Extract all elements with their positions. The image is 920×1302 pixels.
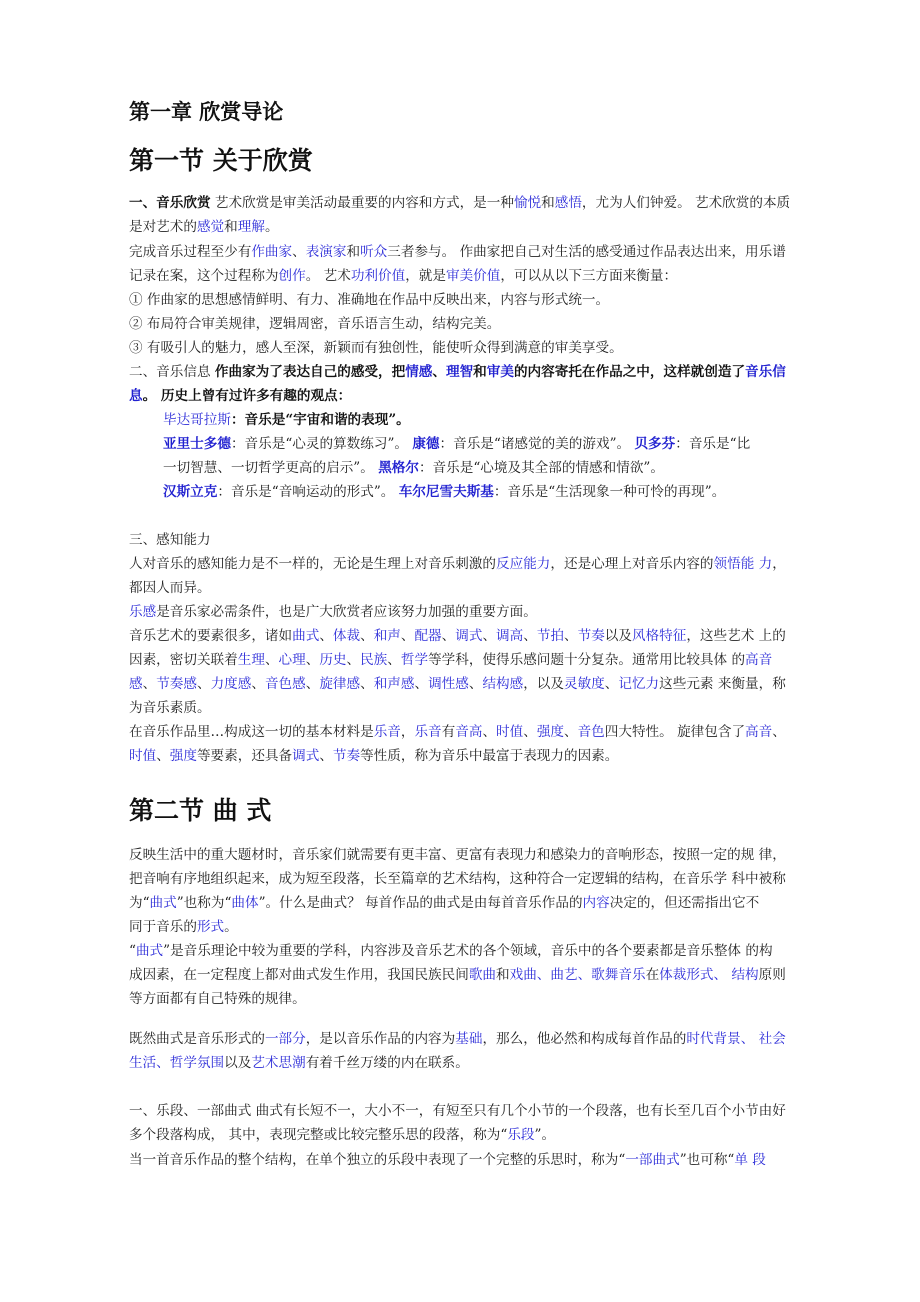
- text-run: 三、感知能力: [129, 532, 211, 548]
- text-line: [129, 624, 786, 648]
- text-run: 、: [360, 628, 374, 644]
- highlighted-term: 高音: [745, 724, 773, 740]
- text-run: 、: [772, 724, 786, 740]
- highlighted-term: 时代背景、 社会: [686, 1031, 786, 1047]
- text-run: 、: [523, 724, 537, 740]
- text-run: 。 艺术: [305, 268, 351, 284]
- highlighted-term: 一部分: [264, 1031, 306, 1047]
- text-line: [129, 744, 618, 768]
- text-run: ”。什么是曲式？ 每首作品的曲式是由每首音乐作品的: [258, 895, 583, 911]
- highlighted-term: 创作: [278, 268, 306, 284]
- text-line: [129, 1123, 555, 1147]
- highlighted-term: 音高: [455, 724, 483, 740]
- text-run: 。: [264, 219, 279, 235]
- highlighted-term: 康德: [412, 436, 440, 452]
- text-run: 有着千丝万缕的内在联系。: [305, 1055, 469, 1071]
- text-line: [129, 1148, 766, 1172]
- text-run: 、: [264, 652, 279, 668]
- text-line: [129, 288, 609, 312]
- text-line: [129, 1051, 469, 1075]
- text-run: 三者参与。 作曲家把自己对生活的感受通过作品表达出来，用乐谱: [387, 244, 786, 260]
- text-run: 、: [319, 748, 333, 764]
- highlighted-term: 形式: [196, 919, 225, 935]
- text-run: 、: [319, 628, 333, 644]
- text-run: 、: [523, 628, 537, 644]
- text-run: 、: [251, 676, 265, 692]
- highlighted-term: 和声感: [373, 676, 415, 692]
- text-run: ，还是心理上对音乐内容的: [550, 556, 714, 572]
- text-run: 。 历史上曾有过许多有趣的观点：: [142, 388, 352, 404]
- text-run: 人对音乐的感知能力是不一样的，无论是生理上对音乐刺激的: [129, 556, 497, 572]
- highlighted-term: 节奏: [332, 748, 361, 764]
- text-line: [129, 1027, 786, 1051]
- text-run: ，可以从以下三方面来衡量：: [500, 268, 678, 284]
- text-run: 、: [346, 652, 361, 668]
- text-line: [129, 336, 623, 360]
- text-line: [129, 600, 537, 624]
- text-run: “: [129, 943, 136, 959]
- text-run: ，是以音乐作品的内容为: [305, 1031, 456, 1047]
- highlighted-term: 曲体: [231, 895, 259, 911]
- text-run: 二、音乐信息: [129, 364, 215, 380]
- highlighted-term: 反应能力: [496, 556, 551, 572]
- text-run: 、: [400, 628, 415, 644]
- highlighted-term: 作曲家: [251, 244, 293, 260]
- highlighted-term: 歌曲: [468, 967, 497, 983]
- highlighted-term: 息: [129, 388, 143, 404]
- text-run: 等方面都有自己特殊的规律。: [129, 991, 306, 1007]
- highlighted-term: 时值: [496, 724, 524, 740]
- highlighted-term: 民族: [360, 652, 388, 668]
- text-run: 有: [441, 724, 456, 740]
- text-line: [129, 312, 500, 336]
- text-run: 以及: [604, 628, 632, 644]
- highlighted-term: 听众: [360, 244, 388, 260]
- text-run: 。: [224, 919, 238, 935]
- text-run: 成因素，在一定程度上都对曲式发生作用，我国民族民间: [129, 967, 469, 983]
- text-run: 记录在案，这个过程称为: [129, 268, 279, 284]
- highlighted-term: 哲学: [400, 652, 429, 668]
- text-run: 作曲家为了表达自己的感受，把: [214, 364, 406, 380]
- highlighted-term: 乐音: [373, 724, 401, 740]
- section-title: 第二节 曲 式: [129, 796, 272, 825]
- highlighted-term: 功利价值: [350, 268, 406, 284]
- highlighted-term: 音乐信: [745, 364, 786, 380]
- highlighted-term: 曲式: [292, 628, 320, 644]
- text-line: [129, 672, 786, 696]
- highlighted-term: 调式: [455, 628, 483, 644]
- highlighted-term: 曲式: [149, 895, 177, 911]
- text-run: 音乐艺术的要素很多，诸如: [129, 628, 293, 644]
- text-run: 这些元素 来衡量，称: [659, 676, 786, 692]
- text-run: 把音响有序地组织起来，成为短至段落，长至篇章的艺术结构，这种符合一定逻辑的结构，在音乐学 科中被称: [129, 871, 786, 887]
- highlighted-term: 调性感: [428, 676, 469, 692]
- highlighted-term: 高音: [745, 652, 773, 668]
- text-run: ：音乐是“生活现象一种可怜的再现”。: [493, 484, 726, 500]
- highlighted-term: 配器: [414, 628, 442, 644]
- text-run: 、: [482, 628, 497, 644]
- text-run: 、: [564, 628, 578, 644]
- text-run: 同于音乐的: [129, 919, 197, 935]
- text-run: 、: [468, 676, 483, 692]
- text-run: ③ 有吸引人的魅力，感人至深，新颖而有独创性，能使听众得到满意的审美享受。: [129, 340, 623, 356]
- text-run: 为“: [129, 895, 150, 911]
- text-line: [129, 240, 786, 264]
- text-run: 多个段落构成， 其中，表现完整或比较完整乐思的段落，称为“: [129, 1127, 508, 1143]
- text-run: ”也称为“: [176, 895, 232, 911]
- text-run: 和: [473, 364, 487, 380]
- text-run: ”。: [534, 1127, 556, 1143]
- highlighted-term: 乐音: [414, 724, 442, 740]
- text-run: 、: [360, 676, 374, 692]
- text-line: [129, 648, 772, 672]
- text-run: 艺术欣赏是审美活动最重要的内容和方式，是一种: [210, 195, 514, 211]
- chapter-title: 第一章 欣赏导论: [129, 100, 284, 124]
- text-run: 和: [496, 967, 510, 983]
- text-line: [129, 360, 786, 384]
- text-line: [129, 215, 279, 239]
- text-line: [129, 720, 786, 744]
- text-run: 的内容寄托在作品之中，这样就创造了: [513, 364, 746, 380]
- highlighted-term: 力度感: [210, 676, 252, 692]
- text-run: 和: [224, 219, 238, 235]
- text-run: 为音乐素质。: [129, 700, 211, 716]
- highlighted-term: 毕达哥拉斯: [163, 412, 231, 428]
- highlighted-term: 节奏感: [156, 676, 197, 692]
- text-run: 当一首音乐作品的整个结构，在单个独立的乐段中表现了一个完整的乐思时，称为“: [129, 1152, 626, 1168]
- text-run: 等学科，使得乐感问题十分复杂。通常用比较具体 的: [428, 652, 746, 668]
- highlighted-term: 乐感: [129, 604, 157, 620]
- text-run: 、: [387, 652, 401, 668]
- highlighted-term: 亚里士多德: [163, 436, 231, 452]
- highlighted-term: 领悟能 力: [713, 556, 773, 572]
- text-run: 、: [305, 652, 320, 668]
- text-line: [129, 384, 351, 408]
- text-run: 是对艺术的: [129, 219, 197, 235]
- text-run: 一切智慧、一切哲学更高的启示”。: [163, 460, 379, 476]
- text-line: [129, 987, 306, 1011]
- text-run: 一、音乐欣赏: [129, 195, 211, 211]
- text-run: 、: [414, 676, 429, 692]
- text-run: 、: [292, 244, 306, 260]
- text-run: ”也可称“: [679, 1152, 735, 1168]
- text-run: 、: [482, 724, 497, 740]
- text-run: 、: [441, 628, 456, 644]
- highlighted-term: 表演家: [305, 244, 347, 260]
- text-run: ，: [772, 556, 786, 572]
- text-run: 、: [305, 676, 320, 692]
- highlighted-term: 生理: [237, 652, 265, 668]
- text-run: 、: [604, 676, 619, 692]
- highlighted-term: 结构感: [482, 676, 524, 692]
- text-run: ② 布局符合审美规律，逻辑周密，音乐语言生动，结构完美。: [129, 316, 501, 332]
- text-line: [129, 915, 238, 939]
- text-run: 四大特性。 旋律包含了: [604, 724, 746, 740]
- highlighted-term: 和声: [373, 628, 401, 644]
- text-run: 在: [645, 967, 660, 983]
- text-run: ，这些艺术 上的: [686, 628, 786, 644]
- text-run: ：音乐是“心境及其全部的情感和情欲”。: [418, 460, 664, 476]
- highlighted-term: 曲式: [135, 943, 164, 959]
- highlighted-term: 调高: [496, 628, 524, 644]
- text-run: 是音乐家必需条件，也是广大欣赏者应该努力加强的重要方面。: [156, 604, 537, 620]
- text-run: 决定的，但还需指出它不: [609, 895, 760, 911]
- text-line: [129, 264, 677, 288]
- text-run: 都因人而异。: [129, 580, 211, 596]
- highlighted-term: 生活、哲学氛围: [129, 1055, 225, 1071]
- highlighted-term: 历史: [319, 652, 347, 668]
- highlighted-term: 音色感: [264, 676, 306, 692]
- highlighted-term: 旋律感: [319, 676, 361, 692]
- highlighted-term: 单 段: [734, 1152, 766, 1168]
- text-run: 以及: [224, 1055, 252, 1071]
- text-run: ：音乐是“音响运动的形式”。: [217, 484, 399, 500]
- text-line: [129, 843, 786, 867]
- highlighted-term: 审美: [486, 364, 514, 380]
- text-line: [129, 528, 211, 552]
- highlighted-term: 节拍: [536, 628, 564, 644]
- highlighted-term: 体裁形式、 结构: [659, 967, 759, 983]
- text-line: [129, 696, 211, 720]
- text-run: 、: [432, 364, 446, 380]
- section-title: 第一节 关于欣赏: [129, 146, 313, 175]
- text-run: ：音乐是“心灵的算数练习”。: [230, 436, 413, 452]
- text-line: [129, 939, 773, 963]
- text-run: 在音乐作品里…构成这一切的基本材料是: [129, 724, 374, 740]
- text-run: ：音乐是“宇宙和谐的表现”。: [230, 412, 410, 428]
- text-line: [129, 1099, 786, 1123]
- text-run: 原则: [758, 967, 786, 983]
- text-run: ，那么，他必然和构成每首作品的: [482, 1031, 687, 1047]
- highlighted-term: 艺术思潮: [251, 1055, 306, 1071]
- text-run: ，就是: [405, 268, 446, 284]
- text-run: ，以及: [523, 676, 564, 692]
- text-run: 、: [564, 724, 578, 740]
- highlighted-term: 灵敏度: [564, 676, 605, 692]
- text-line: [129, 867, 786, 891]
- highlighted-term: 音色: [577, 724, 605, 740]
- text-run: 因素，密切关联着: [129, 652, 238, 668]
- highlighted-term: 记忆力: [618, 676, 660, 692]
- highlighted-term: 一部曲式: [625, 1152, 680, 1168]
- highlighted-term: 风格特征: [631, 628, 687, 644]
- highlighted-term: 感: [129, 676, 143, 692]
- highlighted-term: 节奏: [577, 628, 605, 644]
- text-line: [163, 432, 750, 456]
- highlighted-term: 理智: [445, 364, 474, 380]
- text-run: ：音乐是“比: [675, 436, 751, 452]
- highlighted-term: 情感: [405, 364, 433, 380]
- text-run: ① 作曲家的思想感情鲜明、有力、准确地在作品中反映出来，内容与形式统一。: [129, 292, 610, 308]
- text-line: [129, 963, 786, 987]
- text-run: 、: [142, 676, 157, 692]
- text-run: 等要素，还具备: [196, 748, 293, 764]
- text-run: ”是音乐理论中较为重要的学科，内容涉及音乐艺术的各个领域，音乐中的各个要素都是音乐整体 的构: [163, 943, 773, 959]
- text-line: [163, 456, 664, 480]
- highlighted-term: 心理: [278, 652, 306, 668]
- highlighted-term: 审美价值: [445, 268, 501, 284]
- text-run: 一、乐段、一部曲式 曲式有长短不一，大小不一，有短至只有几个小节的一个段落，也有长至几百个小节由好: [129, 1103, 786, 1119]
- text-line: [129, 891, 759, 915]
- highlighted-term: 感觉: [196, 219, 225, 235]
- text-run: 和: [541, 195, 555, 211]
- highlighted-term: 理解: [237, 219, 265, 235]
- highlighted-term: 戏曲、曲艺、歌舞音乐: [509, 967, 646, 983]
- text-run: 反映生活中的重大题材时，音乐家们就需要有更丰富、更富有表现力和感染力的音响形态，按照一定的规 律，: [129, 847, 786, 863]
- text-run: ，: [400, 724, 415, 740]
- highlighted-term: 强度: [169, 748, 197, 764]
- text-run: 既然曲式是音乐形式的: [129, 1031, 265, 1047]
- highlighted-term: 愉悦: [513, 195, 542, 211]
- highlighted-term: 感悟: [554, 195, 582, 211]
- highlighted-term: 体裁: [332, 628, 361, 644]
- text-run: 、: [196, 676, 211, 692]
- text-line: [163, 480, 725, 504]
- highlighted-term: 贝多芬: [634, 436, 676, 452]
- highlighted-term: 时值: [129, 748, 157, 764]
- text-run: ，尤为人们钟爱。 艺术欣赏的本质: [581, 195, 791, 211]
- text-run: 等性质，称为音乐中最富于表现力的因素。: [360, 748, 619, 764]
- text-run: 和: [346, 244, 361, 260]
- text-line: [129, 191, 790, 215]
- highlighted-term: 黑格尔: [378, 460, 419, 476]
- highlighted-term: 内容: [582, 895, 610, 911]
- highlighted-term: 乐段: [507, 1127, 535, 1143]
- highlighted-term: 调式: [292, 748, 320, 764]
- highlighted-term: 车尔尼雪夫斯基: [398, 484, 494, 500]
- text-run: 、: [156, 748, 170, 764]
- text-line: [163, 408, 410, 432]
- text-run: 完成音乐过程至少有: [129, 244, 252, 260]
- highlighted-term: 强度: [536, 724, 564, 740]
- highlighted-term: 汉斯立克: [163, 484, 218, 500]
- text-run: ：音乐是“诸感觉的美的游戏”。: [439, 436, 635, 452]
- text-line: [129, 576, 211, 600]
- text-line: [129, 552, 786, 576]
- highlighted-term: 基础: [455, 1031, 483, 1047]
